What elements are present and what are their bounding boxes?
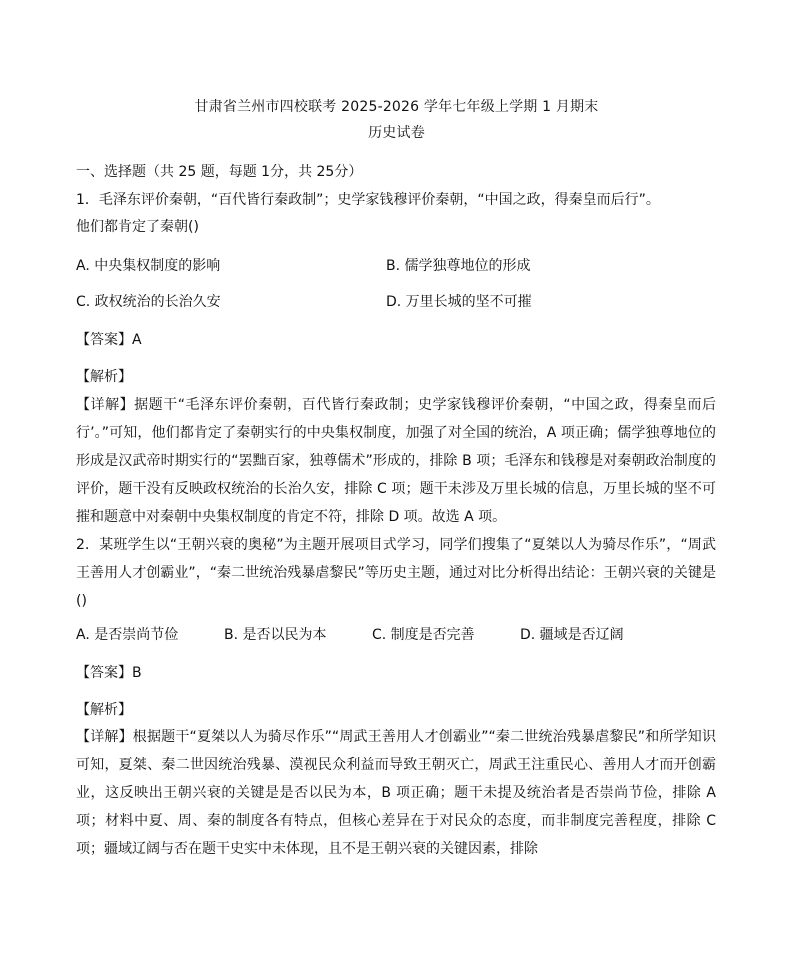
q1-option-a: A. 中央集权制度的影响 [76, 258, 221, 274]
q1-analysis-label: 【解析】 [76, 369, 132, 385]
q1-stem-line1: 1．毛泽东评价秦朝，“百代皆行秦政制”；史学家钱穆评价秦朝，“中国之政，得秦皇而后行”。 [76, 192, 660, 208]
q2-answer: 【答案】B [76, 665, 142, 681]
q2-detail: 【详解】根据题干“夏桀以人为骑尽作乐”“周武王善用人才创霸业”“秦二世统治残暴虐黎民”和所学知识可知，夏桀、秦二世因统治残暴、漠视民众利益而导致王朝灭亡，周武王注重民心、善用人才而开创霸业，这反映出王朝兴衰的关键是是否以民为本，B 项正确；题干未提及统治者是否崇尚节俭，排除 A 项；材料中夏、周、秦的制度各有特点，但核心差异在于对民众的态度，而非制度完善程度，排除 C 项；疆域辽阔与否在题干史实中未体现，且不是王朝兴衰的关键因素，排除 [76, 729, 716, 857]
q2-option-d: D. 疆域是否辽阔 [520, 627, 624, 643]
q2-option-a: A. 是否崇尚节俭 [76, 627, 179, 643]
section-heading: 一、选择题（共 25 题，每题 1分，共 25分） [76, 164, 363, 180]
q2-stem: 2．某班学生以“王朝兴衰的奥秘”为主题开展项目式学习，同学们搜集了“夏桀以人为骑尽作乐”，“周武王善用人才创霸业”，“秦二世统治残暴虐黎民”等历史主题，通过对比分析得出结论：王朝兴衰的关键是() [76, 537, 716, 609]
exam-subtitle: 历史试卷 [368, 125, 425, 141]
q2-option-c: C. 制度是否完善 [372, 627, 475, 643]
exam-title: 甘肃省兰州市四校联考 2025-2026 学年七年级上学期 1 月期末 [194, 99, 599, 115]
q1-stem-line2: 他们都肯定了秦朝() [76, 219, 199, 235]
q1-option-b: B. 儒学独尊地位的形成 [386, 258, 531, 274]
q2-analysis-label: 【解析】 [76, 702, 132, 718]
q1-answer: 【答案】A [76, 332, 142, 348]
q1-detail: 【详解】据题干“毛泽东评价秦朝，百代皆行秦政制；史学家钱穆评价秦朝，“中国之政，得秦皇而后行’。”可知，他们都肯定了秦朝实行的中央集权制度，加强了对全国的统治，A 项正确；儒学独尊地位的形成是汉武帝时期实行的“罢黜百家，独尊儒术”形成的，排除 B 项；毛泽东和钱穆是对秦朝政治制度的评价，题干没有反映政权统治的长治久安，排除 C 项；题干未涉及万里长城的信息，万里长城的坚不可摧和题意中对秦朝中央集权制度的肯定不符，排除 D 项。故选 A 项。 [76, 397, 716, 525]
q1-option-d: D. 万里长城的坚不可摧 [386, 294, 532, 310]
q2-option-b: B. 是否以民为本 [224, 627, 327, 643]
q1-option-c: C. 政权统治的长治久安 [76, 294, 221, 310]
